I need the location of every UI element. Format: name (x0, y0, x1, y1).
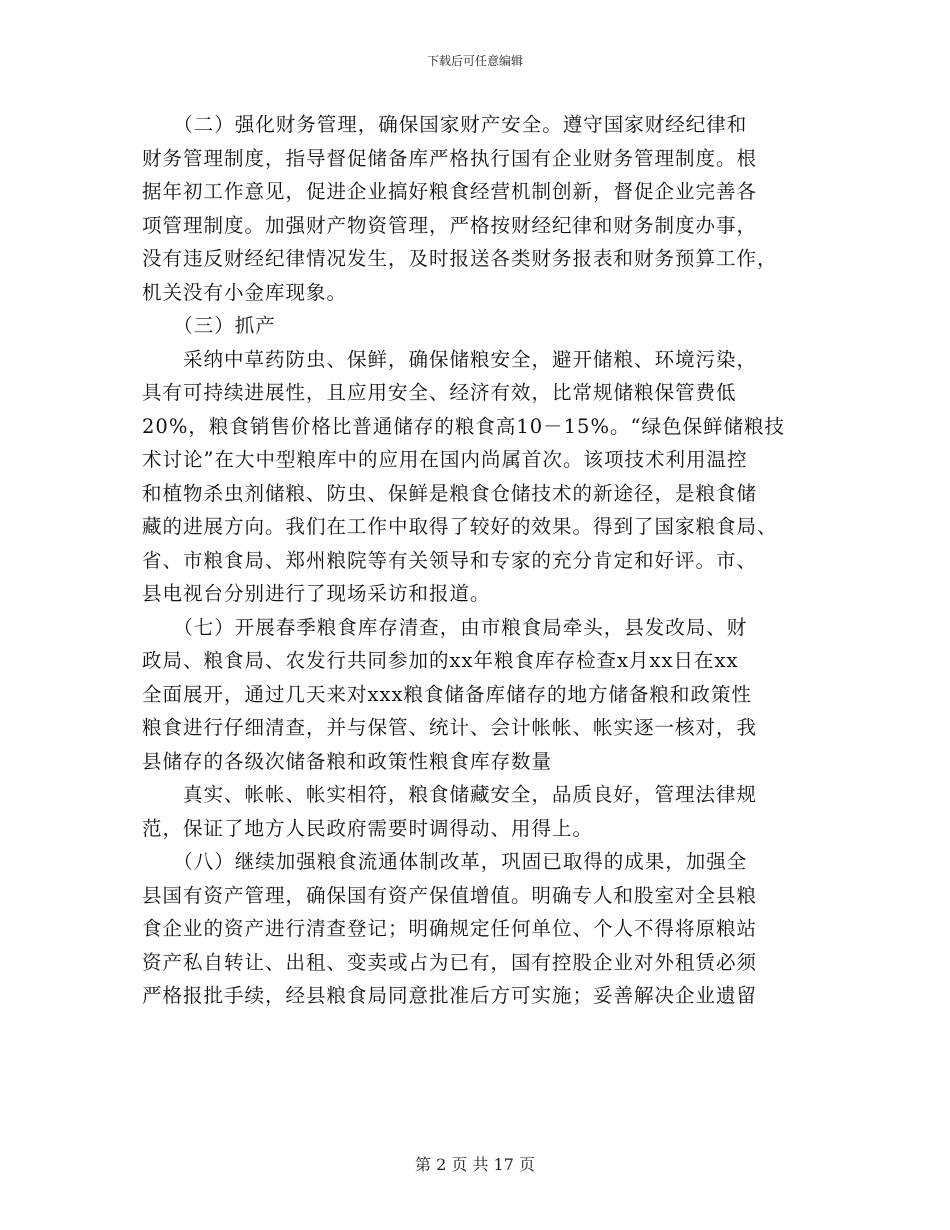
text-line: （二）强化财务管理，确保国家财产安全。遵守国家财经纪律和 (142, 113, 748, 136)
text-line: 县电视台分别进行了现场采访和报道。 (142, 582, 491, 605)
text-line: 没有违反财经纪律情况发生，及时报送各类财务报表和财务预算工作， (142, 247, 778, 270)
page-header: 下载后可任意编辑 (426, 54, 523, 68)
text-line: 项管理制度。加强财产物资管理，严格按财经纪律和财务制度办事， (142, 213, 758, 237)
text-line: 范，保证了地方人民政府需要时调得动、用得上。 (142, 816, 594, 840)
text-line: 术讨论”在大中型粮库中的应用在国内尚属首次。该项技术利用温控 (142, 448, 748, 471)
text-line: 县国有资产管理，确保国有资产保值增值。明确专人和股室对全县粮 (142, 883, 758, 907)
text-line: （八）继续加强粮食流通体制改革，巩固已取得的成果，加强全 (142, 850, 748, 873)
text-line: 藏的进展方向。我们在工作中取得了较好的效果。得到了国家粮食局、 (142, 515, 778, 538)
text-line: 政局、粮食局、农发行共同参加的xx年粮食库存检查x月xx日在xx (142, 649, 739, 672)
text-line: 食企业的资产进行清查登记；明确规定任何单位、个人不得将原粮站 (142, 917, 758, 940)
text-line: 严格报批手续，经县粮食局同意批准后方可实施；妥善解决企业遗留 (142, 984, 758, 1007)
page-footer: 第 2 页 共 17 页 (415, 1155, 535, 1174)
text-line: 采纳中草药防虫、保鲜，确保储粮安全，避开储粮、环境污染， (142, 347, 758, 371)
text-line: 资产私自转让、出租、变卖或占为已有，国有控股企业对外租赁必须 (142, 950, 758, 974)
text-line: 财务管理制度，指导督促储备库严格执行国有企业财务管理制度。根 (142, 146, 758, 170)
text-line: 县储存的各级次储备粮和政策性粮食库存数量 (142, 749, 553, 773)
text-line: （三）抓产 (142, 314, 276, 337)
text-line: 机关没有小金库现象。 (142, 280, 348, 304)
document-body (142, 108, 812, 1013)
text-line: 全面展开，通过几天来对xxx粮食储备库储存的地方储备粮和政策性 (142, 682, 752, 706)
text-line: 真实、帐帐、帐实相符，粮食储藏安全，品质良好，管理法律规 (142, 783, 758, 806)
text-line: 和植物杀虫剂储粮、防虫、保鲜是粮食仓储技术的新途径，是粮食储 (142, 481, 758, 505)
text-line: 省、市粮食局、郑州粮院等有关领导和专家的充分肯定和好评。市、 (142, 548, 758, 572)
text-line: （七）开展春季粮食库存清查，由市粮食局牵头，县发改局、财 (142, 615, 748, 639)
text-line: 具有可持续进展性，且应用安全、经济有效，比常规储粮保管费低 (142, 381, 737, 404)
text-line: 据年初工作意见，促进企业搞好粮食经营机制创新，督促企业完善各 (142, 180, 758, 203)
text-line: 20%，粮食销售价格比普通储存的粮食高10－15%。“绿色保鲜储粮技 (142, 414, 785, 438)
text-line: 粮食进行仔细清查，并与保管、统计、会计帐帐、帐实逐一核对，我 (142, 716, 758, 739)
